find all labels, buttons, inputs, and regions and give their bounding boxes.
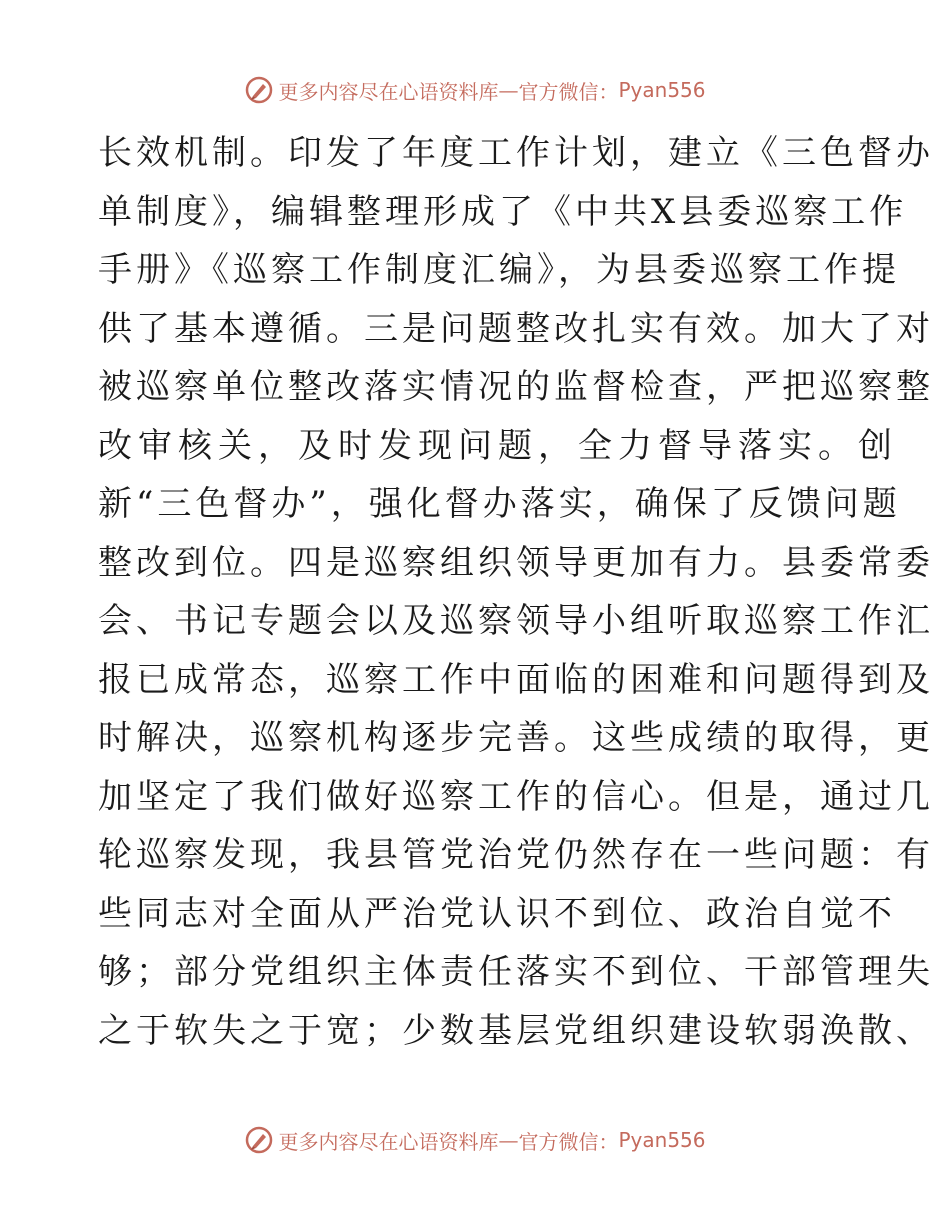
watermark-text: 更多内容尽在心语资料库 (278, 1129, 499, 1154)
watermark-id: Pyan556 (618, 78, 706, 102)
header-watermark (0, 70, 950, 110)
body-line: 够；部分党组织主体责任落实不到位、干部管理失 (98, 952, 934, 992)
body-line: 手册》《巡察工作制度汇编》，为县委巡察工作提 (98, 250, 900, 290)
watermark-dash: — (498, 1128, 519, 1152)
body-line: 轮巡察发现，我县管党治党仍然存在一些问题：有 (98, 835, 934, 875)
body-line: 长效机制。印发了年度工作计划，建立《三色督办 (98, 133, 934, 173)
body-line: 单制度》，编辑整理形成了《中共X县委巡察工作 (98, 191, 908, 232)
watermark-label: 官方微信： (518, 1129, 619, 1154)
watermark-label: 官方微信： (518, 79, 619, 104)
body-line: 被巡察单位整改落实情况的监督检查，严把巡察整 (98, 367, 934, 407)
body-line: 整改到位。四是巡察组织领导更加有力。县委常委 (98, 542, 934, 583)
body-line: 改审核关，及时发现问题，全力督导落实。创 (98, 425, 898, 466)
body-line: 报已成常态，巡察工作中面临的困难和问题得到及 (98, 659, 934, 700)
body-line: 时解决，巡察机构逐步完善。这些成绩的取得，更 (98, 718, 934, 758)
body-line: 加坚定了我们做好巡察工作的信心。但是，通过几 (98, 776, 934, 817)
body-line: 会、书记专题会以及巡察领导小组听取巡察工作汇 (98, 601, 934, 641)
body-line: 些同志对全面从严治党认识不到位、政治自觉不 (98, 893, 896, 934)
pen-circle-logo-icon (244, 75, 274, 105)
pen-circle-logo-icon (244, 1125, 274, 1155)
footer-watermark (0, 1120, 950, 1160)
watermark-id: Pyan556 (618, 1128, 706, 1152)
watermark-dash: — (498, 78, 519, 102)
body-line: 供了基本遵循。三是问题整改扎实有效。加大了对 (98, 308, 934, 349)
body-line: 之于软失之于宽；少数基层党组织建设软弱涣散、 (98, 1010, 934, 1051)
body-paragraph (98, 124, 934, 1060)
body-line: 新“三色督办”，强化督办落实，确保了反馈问题 (98, 484, 901, 524)
watermark-text: 更多内容尽在心语资料库 (278, 79, 499, 104)
